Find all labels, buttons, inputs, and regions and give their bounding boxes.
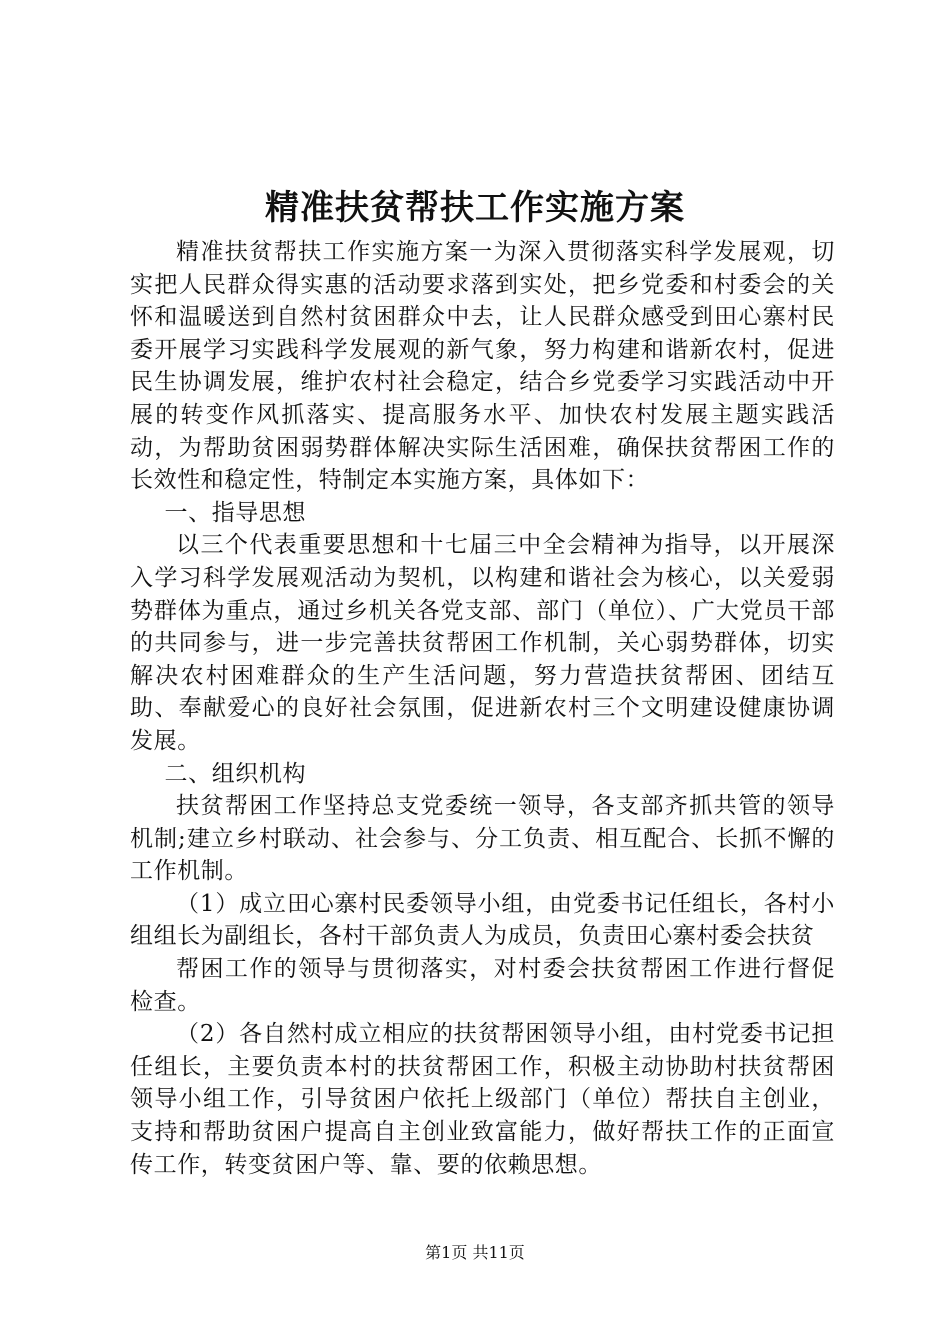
- section-heading-organization: 二、组织机构: [164, 760, 307, 787]
- section-heading-guiding-thought: 一、指导思想: [164, 499, 307, 526]
- intro-paragraph: 精准扶贫帮扶工作实施方案一为深入贯彻落实科学发展观，切实把人民群众得实惠的活动要求落到实处，把乡党委和村委会的关怀和温暖送到自然村贫困群众中去，让人民群众感受到田心寨村民委开展学习实践科学发展观的新气象，努力构建和谐新农村，促进民生协调发展，维护农村社会稳定，结合乡党委学习实践活动中开展的转变作风抓落实、提高服务水平、加快农村发展主题实践活动，为帮助贫困弱势群体解决实际生活困难，确保扶贫帮困工作的长效性和稳定性，特制定本实施方案，具体如下：: [130, 239, 835, 494]
- document-body: [130, 236, 835, 1181]
- organization-item-2-paragraph: （2）各自然村成立相应的扶贫帮困领导小组，由村党委书记担任组长，主要负责本村的扶贫帮困工作，积极主动协助村扶贫帮困领导小组工作，引导贫困户依托上级部门（单位）帮扶自主创业，支持和帮助贫困户提高自主创业致富能力，做好帮扶工作的正面宣传工作，转变贫困户等、靠、要的依赖思想。: [130, 1021, 835, 1178]
- organization-item-1-paragraph: （1）成立田心寨村民委领导小组，由党委书记任组长，各村小组组长为副组长，各村干部负责人为成员，负责田心寨村委会扶贫: [130, 890, 835, 950]
- document-title: 精准扶贫帮扶工作实施方案: [265, 188, 685, 228]
- guiding-thought-paragraph: 以三个代表重要思想和十七届三中全会精神为指导，以开展深入学习科学发展观活动为契机，以构建和谐社会为核心，以关爱弱势群体为重点，通过乡机关各党支部、部门（单位）、广大党员干部的共同参与，进一步完善扶贫帮困工作机制，关心弱势群体，切实解决农村困难群众的生产生活问题，努力营造扶贫帮困、团结互助、奉献爱心的良好社会氛围，促进新农村三个文明建设健康协调发展。: [130, 532, 835, 754]
- page-footer: 第1页 共11页: [425, 1243, 525, 1262]
- organization-paragraph: 扶贫帮困工作坚持总支党委统一领导，各支部齐抓共管的领导机制;建立乡村联动、社会参与、分工负责、相互配合、长抓不懈的工作机制。: [130, 793, 835, 885]
- organization-item-1-continued-paragraph: 帮困工作的领导与贯彻落实，对村委会扶贫帮困工作进行督促检查。: [130, 956, 835, 1015]
